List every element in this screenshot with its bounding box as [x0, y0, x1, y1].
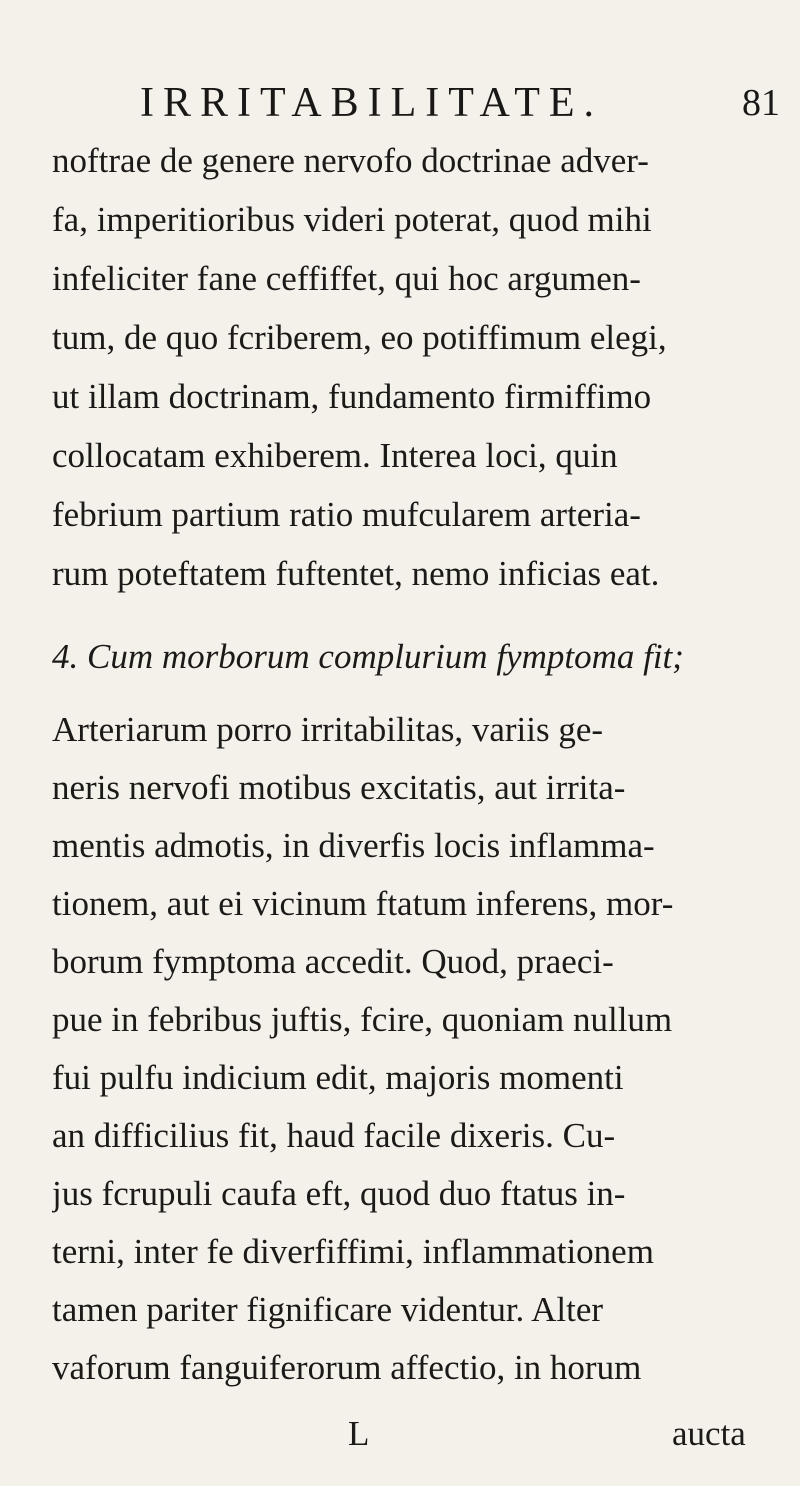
text-line: mentis admotis, in diverfis locis inflamma-: [52, 826, 655, 865]
text-line: ut illam doctrinam, fundamento firmiffimo: [52, 377, 652, 416]
text-line: pue in febribus juftis, fcire, quoniam nullum: [52, 1000, 673, 1039]
text-line: an difficilius fit, haud facile dixeris. Cu-: [52, 1116, 616, 1155]
text-line: terni, inter fe diverfiffimi, inflammationem: [52, 1232, 654, 1271]
text-line: tamen pariter fignificare videntur. Alter: [52, 1290, 604, 1329]
text-line: tionem, aut ei vicinum ftatum inferens, mor-: [52, 884, 674, 923]
text-line: vaforum fanguiferorum affectio, in horum: [52, 1348, 642, 1387]
text-line: Arteriarum porro irritabilitas, variis ge-: [52, 710, 604, 749]
page-number: 81: [742, 82, 780, 124]
running-title: IRRITABILITATE.: [140, 80, 604, 126]
text-line: tum, de quo fcriberem, eo potiffimum elegi,: [52, 318, 667, 357]
text-line: infeliciter fane ceffiffet, qui hoc argumen-: [52, 259, 641, 298]
text-line: borum fymptoma accedit. Quod, praeci-: [52, 942, 614, 981]
text-line: fui pulfu indicium edit, majoris momenti: [52, 1058, 624, 1097]
text-line: noftrae de genere nervofo doctrinae adver-: [52, 141, 649, 180]
text-line: jus fcrupuli caufa eft, quod duo ftatus in-: [52, 1174, 626, 1213]
text-line: neris nervofi motibus excitatis, aut irrita-: [52, 768, 626, 807]
running-head: [140, 78, 780, 128]
section-heading: 4. Cum morborum complurium fymptoma fit;: [52, 637, 684, 676]
text-line: rum poteftatem fuftentet, nemo inficias eat.: [52, 554, 660, 593]
text-line: febrium partium ratio mufcularem arteria-: [52, 495, 641, 534]
text-line: fa, imperitioribus videri poterat, quod mihi: [52, 200, 652, 239]
signature-mark: L: [348, 1414, 370, 1453]
catchword: aucta: [672, 1414, 746, 1453]
text-line: collocatam exhiberem. Interea loci, quin: [52, 436, 618, 475]
